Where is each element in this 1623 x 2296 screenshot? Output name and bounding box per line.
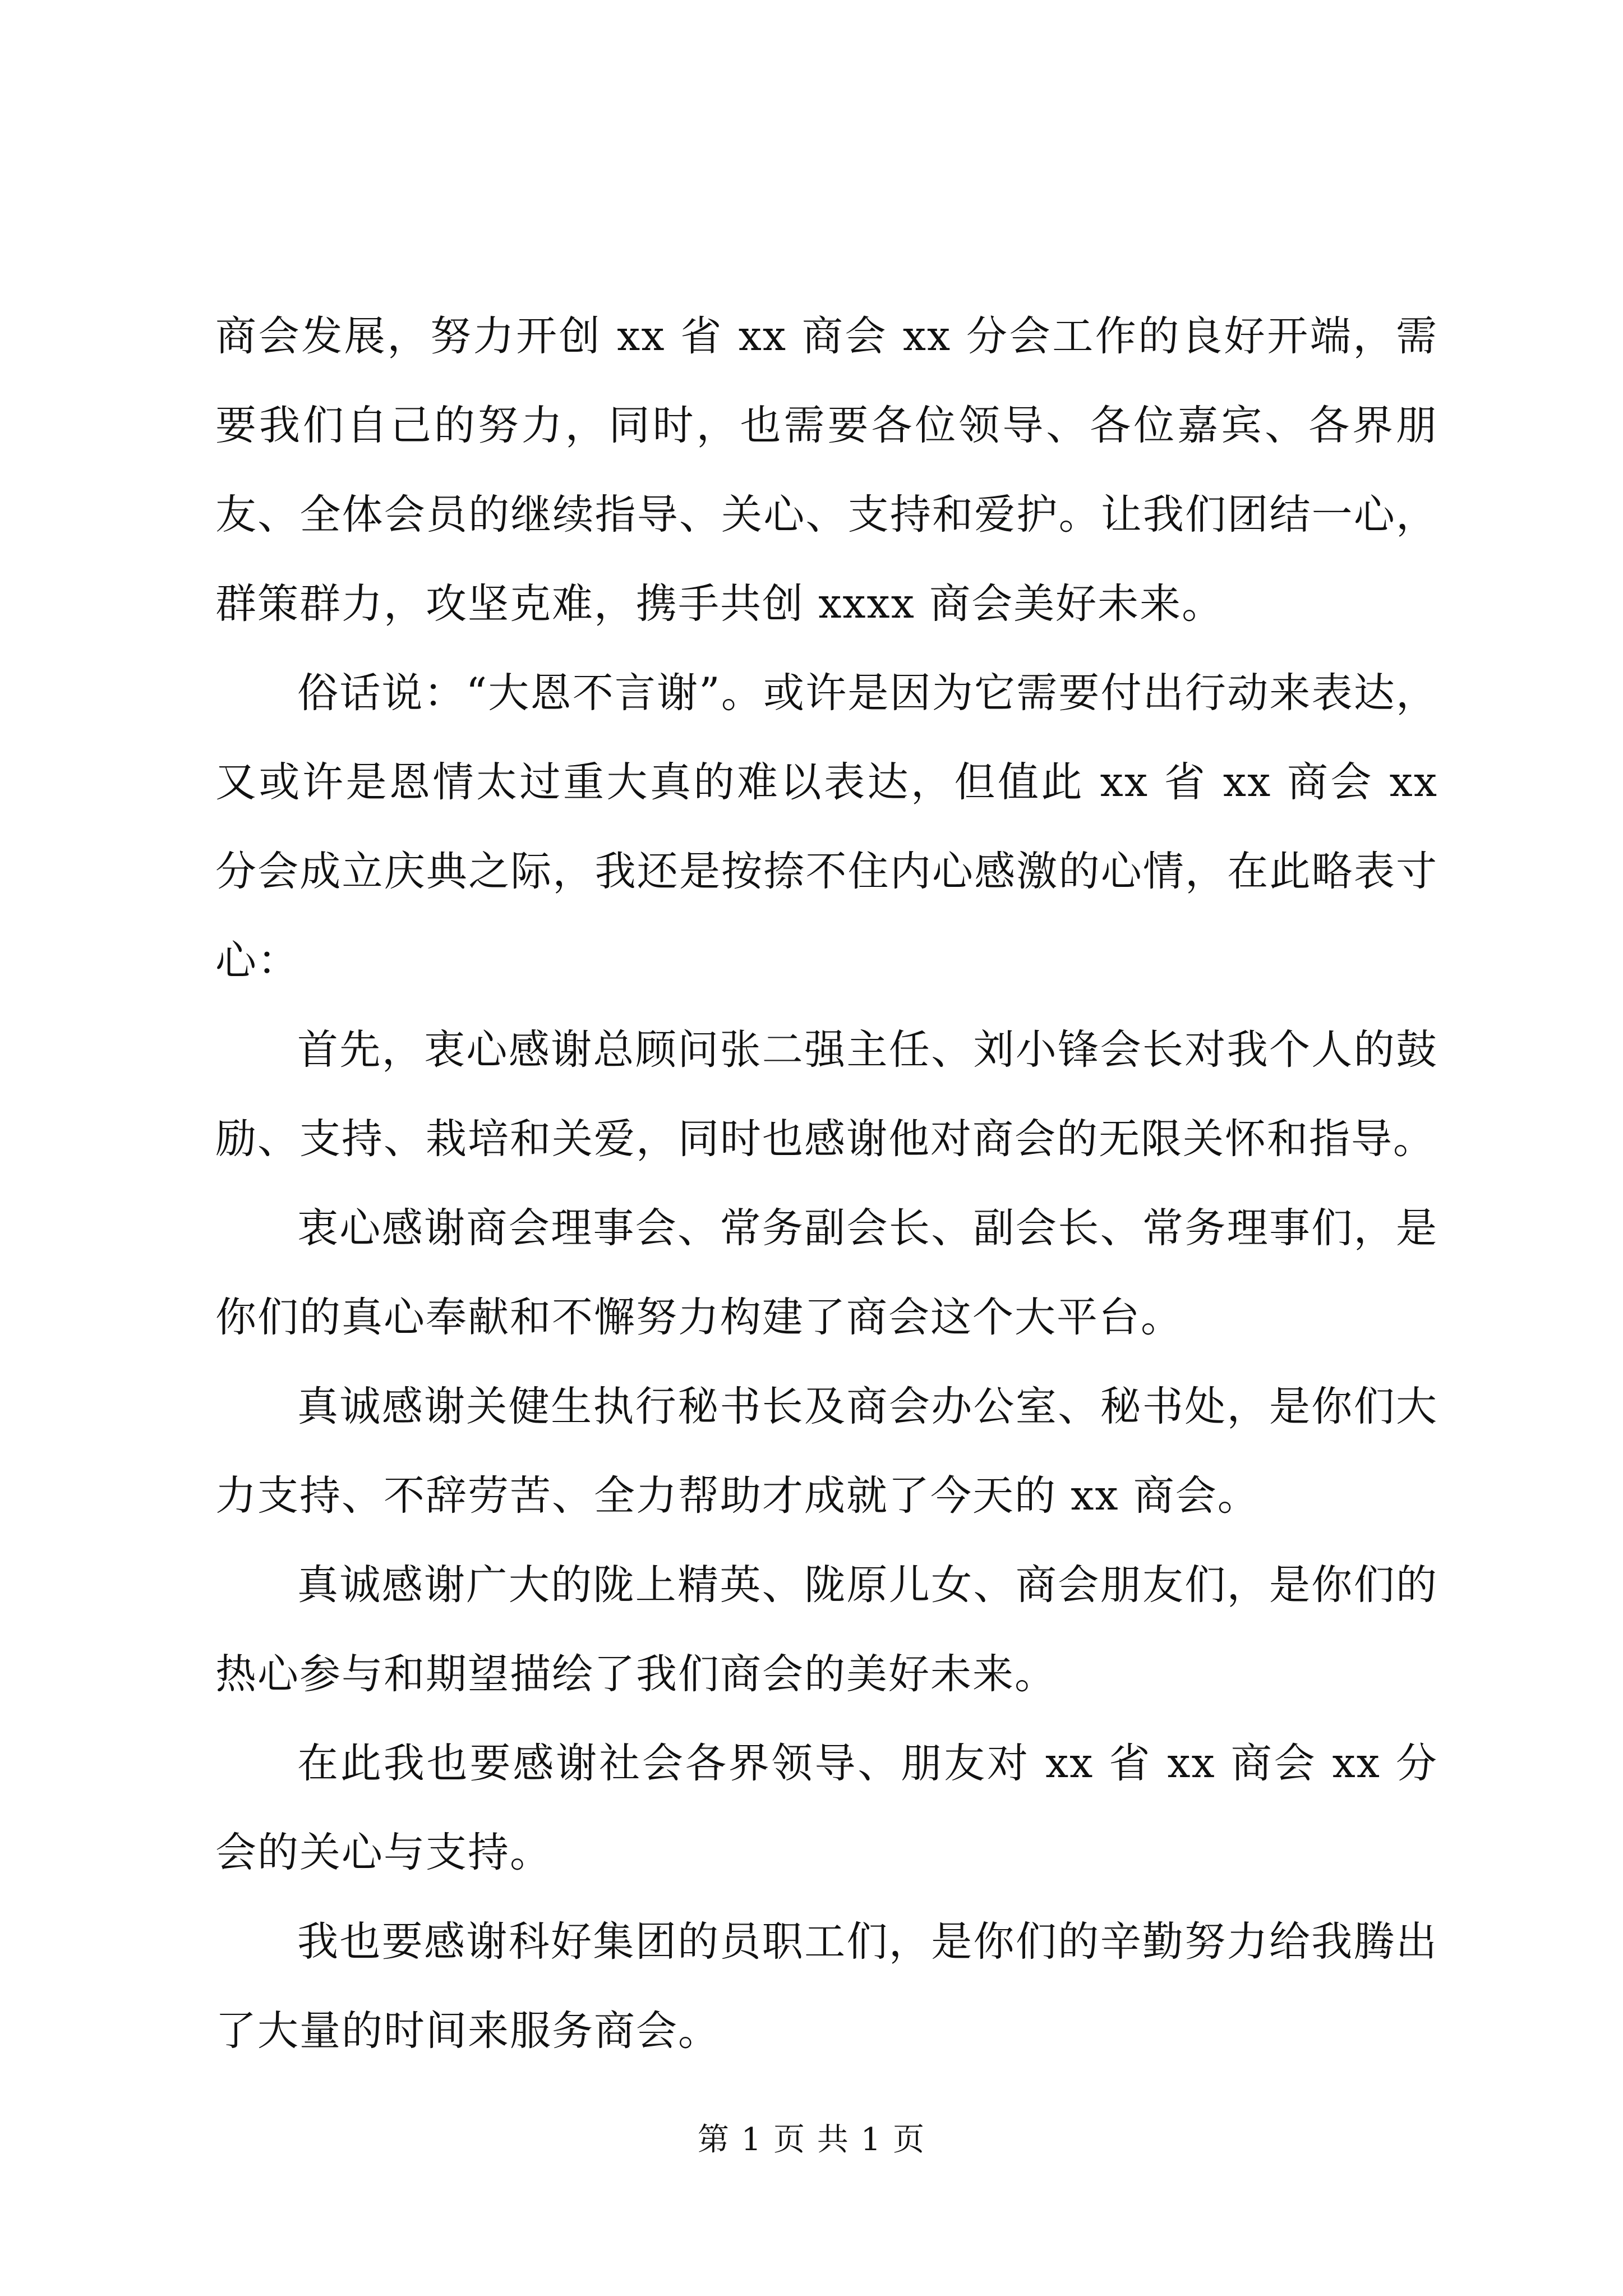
- paragraph-thanks-society: 在此我也要感谢社会各界领导、朋友对 xx 省 xx 商会 xx 分会的关心与支持。: [215, 1740, 1438, 1876]
- document-body: [215, 292, 1438, 2076]
- paragraph-thanks-council: 衷心感谢商会理事会、常务副会长、副会长、常务理事们，是你们的真心奉献和不懈努力构建了商会这个大平台。: [215, 1204, 1438, 1341]
- paragraph-proverb: 俗话说：“大恩不言谢”。或许是因为它需要付出行动来表达，又或许是恩情太过重大真的难以表达，但值此 xx 省 xx 商会 xx 分会成立庆典之际，我还是按捺不住内心感激的心情，在此略表寸心：: [215, 669, 1438, 984]
- page-number-footer: 第 1 页 共 1 页: [697, 2122, 926, 2158]
- paragraph-thanks-secretariat: 真诚感谢关健生执行秘书长及商会办公室、秘书处，是你们大力支持、不辞劳苦、全力帮助才成就了今天的 xx 商会。: [215, 1383, 1438, 1520]
- paragraph-thanks-advisor: 首先，衷心感谢总顾问张二强主任、刘小锋会长对我个人的鼓励、支持、栽培和关爱，同时也感谢他对商会的无限关怀和指导。: [215, 1026, 1438, 1163]
- paragraph-thanks-staff: 我也要感谢科好集团的员职工们，是你们的辛勤努力给我腾出了大量的时间来服务商会。: [215, 1918, 1438, 2055]
- paragraph-thanks-friends: 真诚感谢广大的陇上精英、陇原儿女、商会朋友们，是你们的热心参与和期望描绘了我们商会的美好未来。: [215, 1561, 1438, 1698]
- paragraph-continuation: 商会发展，努力开创 xx 省 xx 商会 xx 分会工作的良好开端，需要我们自己的努力，同时，也需要各位领导、各位嘉宾、各界朋友、全体会员的继续指导、关心、支持和爱护。让我们团结一心，群策群力，攻坚克难，携手共创 xxxx 商会美好未来。: [215, 312, 1438, 628]
